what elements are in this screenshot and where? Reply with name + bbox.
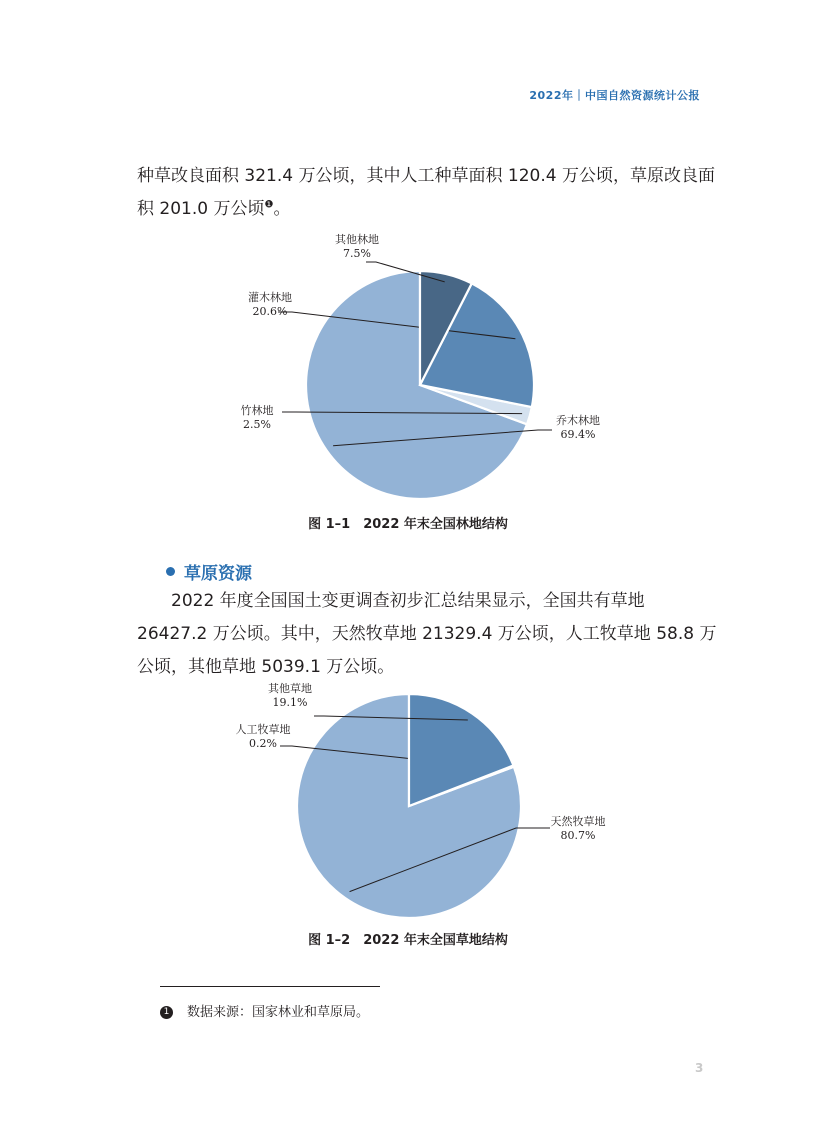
running-header: 2022年｜中国自然资源统计公报 xyxy=(529,89,700,102)
paragraph-1-tail: 。 xyxy=(273,199,291,219)
slice-value-label: 0.2% xyxy=(249,737,277,750)
slice-label: 其他草地 xyxy=(268,682,312,695)
footnote-marker: 1 xyxy=(160,1006,173,1019)
slice-value-label: 2.5% xyxy=(243,418,271,431)
footnote-text: 数据来源：国家林业和草原局。 xyxy=(187,1005,370,1020)
paragraph-1-text: 种草改良面积 321.4 万公顷，其中人工种草面积 120.4 万公顷，草原改良面积 201.0 万公顷 xyxy=(137,166,715,219)
slice-label: 灌木林地 xyxy=(248,291,292,304)
slice-value-label: 20.6% xyxy=(252,305,288,318)
slice-label: 其他林地 xyxy=(335,233,379,246)
figure-caption-1: 图 1–1 2022 年末全国林地结构 xyxy=(308,517,508,532)
slice-label: 竹林地 xyxy=(240,404,274,417)
slice-label: 天然牧草地 xyxy=(550,815,606,828)
footnote-reference[interactable]: ❶ xyxy=(264,199,274,211)
slice-value-label: 7.5% xyxy=(343,247,371,260)
body-paragraph-2: 2022 年度全国国土变更调查初步汇总结果显示，全国共有草地 26427.2 万公顷。其中，天然牧草地 21329.4 万公顷，人工牧草地 58.8 万公顷，其他草地 5039.1 万公顷。 xyxy=(137,591,717,677)
figure-caption-2: 图 1–2 2022 年末全国草地结构 xyxy=(308,933,508,948)
footnote-divider xyxy=(160,986,380,987)
slice-value-label: 19.1% xyxy=(272,696,308,709)
slice-value-label: 69.4% xyxy=(560,428,596,441)
section-title: 草原资源 xyxy=(184,564,252,584)
page-number: 3 xyxy=(695,1061,704,1075)
footnote xyxy=(160,1001,369,1020)
slice-value-label: 80.7% xyxy=(560,829,596,842)
slice-label: 乔木林地 xyxy=(556,414,600,427)
slice-label: 人工牧草地 xyxy=(235,723,291,736)
